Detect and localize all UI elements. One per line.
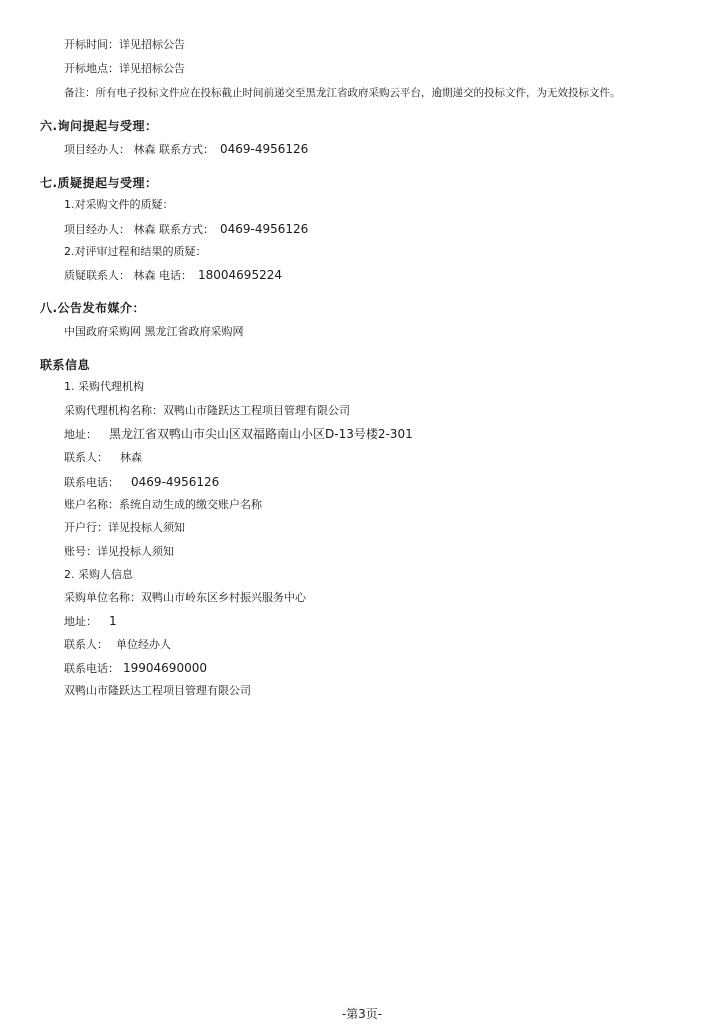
- account-name: 账户名称：系统自动生成的缴交账户名称: [64, 498, 262, 511]
- buyer-address: [64, 614, 117, 629]
- buyer-heading: 2. 采购人信息: [64, 568, 133, 581]
- section-8-media: 中国政府采购网 黑龙江省政府采购网: [64, 325, 244, 338]
- open-place: 开标地点：详见招标公告: [64, 62, 185, 75]
- contact-info-title: 联系信息: [40, 358, 91, 372]
- section-7-item-1: 1.对采购文件的质疑：: [64, 198, 174, 211]
- section-8-title: 八.公告发布媒介：: [40, 301, 146, 315]
- section-7-item-2: 2.对评审过程和结果的质疑：: [64, 245, 207, 258]
- agency-address-value: 黑龙江省双鸭山市尖山区双福路南山小区D-13号楼2-301: [109, 427, 413, 441]
- bank: 开户行：详见投标人须知: [64, 521, 185, 534]
- buyer-phone-value: 19904690000: [123, 661, 207, 675]
- buyer-phone: [64, 661, 207, 676]
- buyer-address-label: 地址：: [64, 615, 97, 628]
- agency-name: 采购代理机构名称：双鸭山市隆跃达工程项目管理有限公司: [64, 404, 350, 417]
- agency-person-value: 林森: [120, 451, 142, 464]
- agency-address-label: 地址：: [64, 428, 97, 441]
- section-7-item-2-contact: [64, 268, 282, 283]
- remark: 备注：所有电子投标文件应在投标截止时间前递交至黑龙江省政府采购云平台，逾期递交的投标文件，为无效投标文件。: [64, 87, 621, 99]
- section-6-title: 六.询问提起与受理：: [40, 119, 158, 133]
- buyer-address-value: 1: [109, 614, 117, 628]
- agency-heading: 1. 采购代理机构: [64, 380, 144, 393]
- agency-phone: [64, 475, 219, 490]
- section-6-contact-value: 0469-4956126: [220, 142, 309, 156]
- buyer-phone-label: 联系电话：: [64, 662, 119, 675]
- page-number: -第3页-: [341, 1007, 383, 1021]
- signature: 双鸭山市隆跃达工程项目管理有限公司: [64, 684, 251, 697]
- section-6-contact-label: 项目经办人： 林森 联系方式：: [64, 143, 214, 156]
- agency-phone-value: 0469-4956126: [131, 475, 220, 489]
- section-7-title: 七.质疑提起与受理：: [40, 176, 158, 190]
- section-7-item-1-contact: [64, 222, 308, 237]
- agency-person-label: 联系人：: [64, 451, 108, 464]
- agency-address: [64, 427, 413, 442]
- agency-phone-label: 联系电话：: [64, 476, 119, 489]
- open-time: 开标时间：详见招标公告: [64, 38, 185, 51]
- buyer-person-value: 单位经办人: [116, 638, 171, 651]
- section-6-contact: [64, 142, 308, 157]
- section-7-item-2-contact-value: 18004695224: [198, 268, 282, 282]
- buyer-person: [64, 638, 171, 652]
- buyer-person-label: 联系人：: [64, 638, 108, 651]
- agency-person: [64, 451, 142, 465]
- section-7-item-2-contact-label: 质疑联系人： 林森 电话：: [64, 269, 192, 282]
- section-7-item-1-contact-value: 0469-4956126: [220, 222, 309, 236]
- account-number: 账号：详见投标人须知: [64, 545, 174, 558]
- section-7-item-1-contact-label: 项目经办人： 林森 联系方式：: [64, 223, 214, 236]
- buyer-name: 采购单位名称：双鸭山市岭东区乡村振兴服务中心: [64, 591, 306, 604]
